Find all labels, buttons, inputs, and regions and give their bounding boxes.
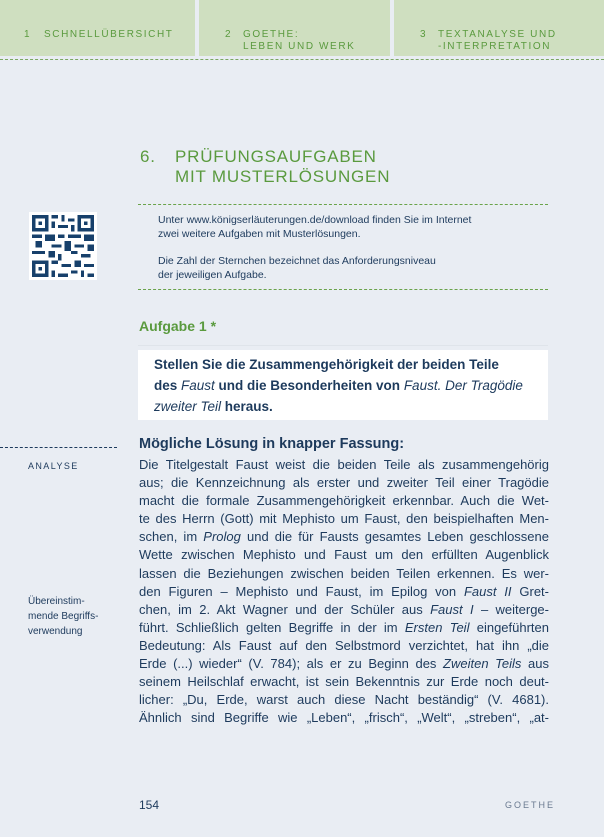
sidebar-margin-note [28,594,118,639]
page-number: 154 [139,798,160,812]
tab-label-line2: -INTERPRETATION [438,41,552,52]
text-segment: macht die formale Zusammengehörigkeit erkennbar. Auch die Wet- [139,493,549,509]
tab-number: 1 [24,29,32,40]
tab-schnelluebersicht[interactable] [0,0,195,56]
tab-goethe-leben-und-werk[interactable] [199,0,390,56]
task-rule [138,345,548,346]
text-segment: lassen die Beziehungen zwischen beiden Teilen erkennen. Es wer- [139,565,549,581]
tab-label [243,29,355,53]
text-segment: Die Titelgestalt Faust weist die beiden Teile als zusammengehörig [139,457,549,472]
solution-line [139,528,549,546]
text-segment: te des Herrn (Gott) mit Mephisto um Faust, den beispielhaften Men- [139,511,549,527]
info-note [158,213,548,295]
header-divider [0,59,604,60]
text-segment: licher: „Du, Erde, warst auch diese Nacht beständig“ (V. 4681). [139,692,549,708]
text-segment: seinem Heilschlaf erwacht, ist sein Bekenntnis zur Erde noch deut- [139,674,549,690]
solution-line [139,637,549,655]
task-text-segment: heraus. [221,399,273,414]
tab-label [438,29,557,53]
task-text-segment: des [154,378,182,393]
chapter-navigation-header [0,0,604,56]
italic-work-title: Faust II [463,583,512,599]
tab-label-line2: LEBEN UND WERK [243,41,356,52]
chapter-number: 6. [140,147,156,166]
solution-line [139,546,549,564]
info-divider-top [138,204,548,205]
task-italic-title: zweiter Teil [154,399,222,414]
difficulty-note [158,254,548,282]
text-segment: den Figuren – Mephisto und Faust, im Epilog von [139,583,464,599]
download-note [158,213,548,241]
task-box [138,350,548,420]
task-prompt [154,354,544,417]
solution-line [139,709,549,727]
info-divider-bottom [138,289,548,290]
solution-line [139,691,549,709]
tab-number: 2 [225,29,233,40]
running-title: GOETHE [505,800,556,810]
task-text-segment: und die Besonderheiten von [214,378,404,393]
text-segment: aus; die Kennzeichnung als erster und zweiter Teil einer Tragödie [139,475,549,491]
solution-heading: Mögliche Lösung in knapper Fassung: [139,436,405,452]
text-segment: aus [521,656,550,672]
qr-code-icon[interactable] [29,212,97,280]
italic-work-title: Faust I [430,601,474,617]
sidebar-divider [0,447,117,448]
chapter-title-line1: PRÜFUNGSAUFGABEN [175,147,377,166]
chapter-title-line2: MIT MUSTERLÖSUNGEN [175,167,391,186]
text-segment: schen, im [139,529,204,545]
task-italic-title: Faust [181,378,215,393]
tab-label-line1: TEXTANALYSE UND [438,29,557,40]
download-note-line1: Unter www.königserläuterungen.de/download finden Sie im Internet [158,214,472,226]
text-segment: chen, im 2. Akt Wagner und der Schüler aus [139,601,431,617]
solution-line [139,510,549,528]
solution-line [139,601,549,619]
tab-number: 3 [420,29,428,40]
margin-note-line3: verwendung [28,626,83,637]
margin-note-line2: mende Begriffs- [28,611,99,622]
task-label: Aufgabe 1 * [139,318,217,334]
solution-line [139,474,549,492]
chapter-title-text [175,147,390,187]
text-segment: führt. Schließlich gelten Begriffe in der im [139,619,405,635]
solution-line [139,655,549,673]
text-segment: Ähnlich sind Begriffe wie „Leben“, „frisch“, „Welt“, „streben“, „at- [139,710,549,726]
margin-note-line1: Übereinstim- [28,596,85,607]
text-segment: – weiterge- [473,601,549,617]
task-italic-title: Faust. Der Tragödie [403,378,523,393]
sidebar-section-label: ANALYSE [28,461,79,471]
difficulty-note-line1: Die Zahl der Sternchen bezeichnet das Anforderungsniveau [158,255,436,267]
download-note-line2: zwei weitere Aufgaben mit Musterlösungen. [158,228,361,240]
solution-line [139,492,549,510]
solution-line [139,583,549,601]
italic-work-title: Zweiten Teils [443,656,522,672]
text-segment: Erde (...) wieder“ (V. 784); als er zu Beginn des [139,656,444,672]
text-segment: Gret- [511,583,549,599]
task-line1: Stellen Sie die Zusammengehörigkeit der beiden Teile [154,357,499,372]
italic-work-title: Prolog [203,529,241,545]
text-segment: Wette zwischen Mephisto und Faust um den erfüllten Augenblick [139,547,549,563]
tab-textanalyse[interactable] [394,0,604,56]
solution-line [139,619,549,637]
solution-line [139,673,549,691]
italic-work-title: Ersten Teil [404,619,470,635]
solution-text [139,456,549,727]
text-segment: Bedeutung: Als Faust auf den Selbstmord verzichtet, hat ihn „die [139,637,549,653]
solution-line [139,565,549,583]
text-segment: eingeführten [469,619,550,635]
tab-label-line1: GOETHE: [243,29,300,40]
solution-line [139,456,549,474]
tab-label: SCHNELLÜBERSICHT [44,29,174,40]
text-segment: und die für Fausts gesamtes Leben geschlossene [240,529,549,545]
difficulty-note-line2: der jeweiligen Aufgabe. [158,269,267,281]
